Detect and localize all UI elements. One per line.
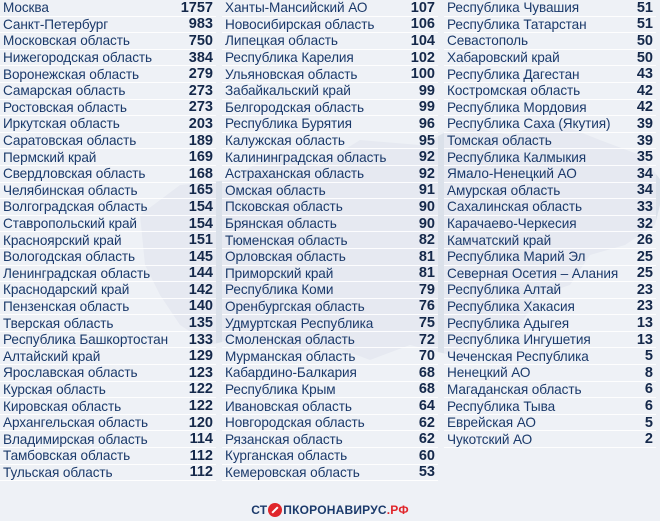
region-name: Москва [3, 0, 49, 16]
column-2 [222, 0, 438, 481]
case-count: 140 [188, 298, 213, 315]
table-row [444, 17, 656, 34]
case-count: 122 [188, 398, 213, 415]
table-row [444, 83, 656, 100]
region-name: Курская область [3, 381, 106, 397]
table-row [444, 299, 656, 316]
region-name: Нижегородская область [3, 50, 153, 66]
table-row [444, 398, 656, 415]
region-name: Северная Осетия – Алания [447, 265, 619, 281]
region-name: Ростовская область [3, 99, 127, 115]
table-row [222, 332, 438, 349]
region-name: Псковская область [225, 199, 343, 215]
case-count: 5 [644, 414, 653, 431]
case-count: 154 [188, 215, 213, 232]
case-count: 95 [418, 132, 435, 149]
table-row [444, 249, 656, 266]
case-count: 50 [636, 32, 653, 49]
region-name: Карачаево-Черкесия [447, 216, 577, 232]
table-row [0, 166, 216, 183]
case-count: 112 [189, 447, 213, 464]
case-count: 90 [418, 198, 435, 215]
region-name: Республика Хакасия [447, 298, 575, 314]
region-name: Республика Ингушетия [447, 332, 591, 348]
region-name: Ямало-Ненецкий АО [447, 166, 577, 182]
case-count: 32 [636, 215, 653, 232]
table-row [0, 17, 216, 34]
region-name: Сахалинская область [447, 199, 582, 215]
region-name: Калужская область [225, 133, 345, 149]
table-row [0, 266, 216, 283]
table-row [0, 332, 216, 349]
region-name: Омская область [225, 182, 326, 198]
region-name: Республика Марий Эл [447, 249, 586, 265]
table-row [0, 431, 216, 448]
case-count: 133 [188, 331, 213, 348]
case-count: 33 [636, 198, 653, 215]
case-count: 25 [636, 265, 653, 282]
table-row [0, 0, 216, 17]
table-row [0, 100, 216, 117]
region-name: Московская область [3, 33, 130, 49]
column-1 [0, 0, 216, 481]
case-count: 34 [636, 182, 653, 199]
table-row [0, 249, 216, 266]
region-name: Республика Адыгея [447, 315, 570, 331]
case-count: 99 [418, 99, 435, 116]
region-name: Челябинская область [3, 182, 138, 198]
region-name: Владимирская область [3, 431, 148, 447]
region-name: Республика Саха (Якутия) [447, 116, 611, 132]
region-name: Тюменская область [225, 232, 348, 248]
table-row [0, 33, 216, 50]
case-count: 6 [644, 398, 653, 415]
region-name: Республика Карелия [225, 50, 354, 66]
table-row [0, 282, 216, 299]
case-count: 62 [418, 414, 435, 431]
table-row [444, 216, 656, 233]
case-count: 81 [418, 265, 435, 282]
table-row [0, 348, 216, 365]
case-count: 104 [410, 32, 435, 49]
region-name: Кемеровская область [225, 464, 360, 480]
table-row [0, 183, 216, 200]
table-row [222, 0, 438, 17]
case-count: 62 [418, 431, 435, 448]
region-name: Амурская область [447, 182, 561, 198]
case-count: 42 [636, 82, 653, 99]
case-count: 75 [418, 315, 435, 332]
table-row [222, 199, 438, 216]
case-count: 203 [188, 115, 213, 132]
region-name: Волгоградская область [3, 199, 148, 215]
region-name: Республика Башкортостан [3, 332, 168, 348]
table-row [0, 382, 216, 399]
region-name: Республика Алтай [447, 282, 562, 298]
case-count: 91 [418, 182, 435, 199]
case-count: 42 [636, 99, 653, 116]
table-row [222, 133, 438, 150]
case-count: 112 [189, 464, 213, 481]
case-count: 60 [418, 447, 435, 464]
region-name: Курганская область [225, 448, 348, 464]
case-count: 6 [644, 381, 653, 398]
table-row [0, 133, 216, 150]
case-count: 79 [418, 281, 435, 298]
case-count: 169 [188, 149, 213, 166]
case-count: 8 [644, 364, 653, 381]
logo-text-domain: .РФ [386, 503, 409, 517]
region-name: Пензенская область [3, 298, 130, 314]
region-name: Новгородская область [225, 415, 365, 431]
region-name: Еврейская АО [447, 415, 536, 431]
table-row [222, 249, 438, 266]
column-3 [444, 0, 656, 481]
region-name: Иркутская область [3, 116, 120, 132]
region-name: Ленинградская область [3, 265, 151, 281]
region-name: Костромская область [447, 83, 581, 99]
case-count: 114 [189, 431, 213, 448]
table-row [0, 415, 216, 432]
table-row [222, 66, 438, 83]
case-count: 1757 [180, 0, 213, 16]
case-count: 273 [188, 99, 213, 116]
region-name: Новосибирская область [225, 16, 375, 32]
case-count: 5 [644, 348, 653, 365]
case-count: 50 [636, 49, 653, 66]
table-row [0, 398, 216, 415]
table-row [222, 415, 438, 432]
region-name: Забайкальский край [225, 83, 351, 99]
case-count: 129 [188, 348, 213, 365]
table-row [222, 183, 438, 200]
region-name: Калининградская область [225, 149, 387, 165]
table-row [222, 299, 438, 316]
region-name: Архангельская область [3, 415, 148, 431]
case-count: 273 [188, 82, 213, 99]
table-row [444, 431, 656, 448]
table-row [444, 149, 656, 166]
case-count: 25 [636, 248, 653, 265]
table-row [444, 133, 656, 150]
table-row [444, 232, 656, 249]
region-name: Приморский край [225, 265, 334, 281]
logo-text-start: СТ [251, 503, 268, 517]
table-row [444, 50, 656, 67]
case-count: 51 [636, 16, 653, 33]
region-name: Вологодская область [3, 249, 135, 265]
table-row [0, 116, 216, 133]
region-name: Мурманская область [225, 348, 356, 364]
region-name: Томская область [447, 133, 552, 149]
region-name: Свердловская область [3, 166, 146, 182]
case-count: 92 [418, 165, 435, 182]
region-name: Саратовская область [3, 133, 137, 149]
table-row [222, 83, 438, 100]
case-count: 144 [188, 265, 213, 282]
region-name: Ярославская область [3, 365, 138, 381]
region-name: Ненецкий АО [447, 365, 531, 381]
region-name: Камчатский край [447, 232, 552, 248]
case-count: 81 [418, 248, 435, 265]
region-name: Тамбовская область [3, 448, 131, 464]
case-count: 68 [418, 364, 435, 381]
table-row [444, 282, 656, 299]
region-name: Республика Калмыкия [447, 149, 586, 165]
table-row [0, 216, 216, 233]
table-row [0, 83, 216, 100]
table-row [444, 0, 656, 17]
table-row [444, 415, 656, 432]
case-count: 72 [418, 331, 435, 348]
case-count: 983 [188, 16, 213, 33]
region-name: Ивановская область [225, 398, 352, 414]
case-count: 165 [188, 182, 213, 199]
region-name: Оренбургская область [225, 298, 365, 314]
table-row [0, 299, 216, 316]
region-name: Севастополь [447, 33, 528, 49]
region-name: Республика Бурятия [225, 116, 352, 132]
table-row [444, 183, 656, 200]
case-count: 23 [636, 298, 653, 315]
table-row [222, 282, 438, 299]
table-row [222, 149, 438, 166]
table-row [0, 465, 216, 482]
region-name: Самарская область [3, 83, 126, 99]
case-count: 106 [410, 16, 435, 33]
table-row [222, 382, 438, 399]
case-count: 51 [636, 0, 653, 16]
case-count: 76 [418, 298, 435, 315]
case-count: 145 [188, 248, 213, 265]
region-name: Республика Дагестан [447, 66, 580, 82]
case-count: 39 [636, 115, 653, 132]
case-count: 120 [188, 414, 213, 431]
case-count: 168 [188, 165, 213, 182]
case-count: 142 [188, 281, 213, 298]
region-name: Липецкая область [225, 33, 338, 49]
table-row [444, 382, 656, 399]
table-row [222, 100, 438, 117]
case-count: 102 [410, 49, 435, 66]
region-name: Республика Мордовия [447, 99, 587, 115]
region-name: Кабардино-Балкария [225, 365, 357, 381]
region-name: Воронежская область [3, 66, 139, 82]
case-count: 92 [418, 149, 435, 166]
table-row [0, 365, 216, 382]
table-row [444, 266, 656, 283]
case-count: 100 [410, 66, 435, 83]
case-count: 68 [418, 381, 435, 398]
case-count: 135 [188, 315, 213, 332]
case-count: 90 [418, 215, 435, 232]
table-row [222, 465, 438, 482]
region-name: Смоленская область [225, 332, 355, 348]
table-row [222, 266, 438, 283]
table-row [444, 199, 656, 216]
region-name: Санкт-Петербург [3, 16, 109, 32]
table-row [222, 315, 438, 332]
stop-virus-icon [268, 503, 282, 517]
case-count: 107 [410, 0, 435, 16]
region-name: Пермский край [3, 149, 97, 165]
table-row [0, 66, 216, 83]
region-name: Чеченская Республика [447, 348, 589, 364]
region-name: Красноярский край [3, 232, 122, 248]
region-name: Алтайский край [3, 348, 101, 364]
table-row [444, 365, 656, 382]
table-row [222, 216, 438, 233]
region-name: Ханты-Мансийский АО [225, 0, 368, 16]
case-count: 122 [188, 381, 213, 398]
region-name: Тверская область [3, 315, 114, 331]
region-name: Республика Крым [225, 381, 336, 397]
case-count: 189 [188, 132, 213, 149]
case-count: 35 [636, 149, 653, 166]
region-name: Республика Коми [225, 282, 334, 298]
region-name: Ставропольский край [3, 216, 137, 232]
region-name: Белгородская область [225, 99, 365, 115]
case-count: 43 [636, 66, 653, 83]
table-row [222, 448, 438, 465]
table-row [0, 199, 216, 216]
case-count: 99 [418, 82, 435, 99]
table-row [0, 315, 216, 332]
case-count: 34 [636, 165, 653, 182]
table-row [444, 348, 656, 365]
region-name: Кировская область [3, 398, 122, 414]
table-row [444, 100, 656, 117]
region-name: Краснодарский край [3, 282, 130, 298]
table-row [444, 116, 656, 133]
table-row [0, 149, 216, 166]
case-count: 13 [636, 331, 653, 348]
region-name: Орловская область [225, 249, 346, 265]
region-name: Астраханская область [225, 166, 364, 182]
table-row [222, 365, 438, 382]
case-count: 13 [636, 315, 653, 332]
case-count: 96 [418, 115, 435, 132]
footer-logo[interactable] [0, 499, 660, 521]
region-name: Чукотский АО [447, 431, 533, 447]
case-count: 82 [418, 232, 435, 249]
case-count: 23 [636, 281, 653, 298]
region-name: Брянская область [225, 216, 337, 232]
region-name: Республика Тыва [447, 398, 556, 414]
table-row [222, 50, 438, 67]
region-name: Магаданская область [447, 381, 582, 397]
region-name: Ульяновская область [225, 66, 358, 82]
table-row [444, 33, 656, 50]
case-count: 123 [188, 364, 213, 381]
region-name: Рязанская область [225, 431, 343, 447]
table-row [444, 66, 656, 83]
region-name: Тульская область [3, 464, 113, 480]
case-count: 64 [418, 398, 435, 415]
region-name: Удмуртская Республика [225, 315, 374, 331]
table-row [444, 166, 656, 183]
table-row [0, 448, 216, 465]
case-count: 750 [188, 32, 213, 49]
case-count: 39 [636, 132, 653, 149]
table-row [444, 315, 656, 332]
table-row [0, 50, 216, 67]
table-row [222, 166, 438, 183]
region-name: Хабаровский край [447, 50, 560, 66]
case-count: 53 [418, 464, 435, 481]
region-name: Республика Татарстан [447, 16, 587, 32]
case-count: 279 [188, 66, 213, 83]
case-count: 151 [188, 232, 213, 249]
table-row [0, 232, 216, 249]
case-count: 384 [188, 49, 213, 66]
case-count: 26 [636, 232, 653, 249]
case-count: 2 [644, 431, 653, 448]
region-name: Республика Чувашия [447, 0, 579, 16]
case-count: 154 [188, 198, 213, 215]
table-row [222, 17, 438, 34]
table-row [222, 431, 438, 448]
table-row [222, 398, 438, 415]
table-row [222, 33, 438, 50]
table-row [222, 348, 438, 365]
table-row [222, 116, 438, 133]
table-row [444, 332, 656, 349]
table-row [222, 232, 438, 249]
case-count: 70 [418, 348, 435, 365]
logo-text-main: ПКОРОНАВИРУС [283, 503, 387, 517]
